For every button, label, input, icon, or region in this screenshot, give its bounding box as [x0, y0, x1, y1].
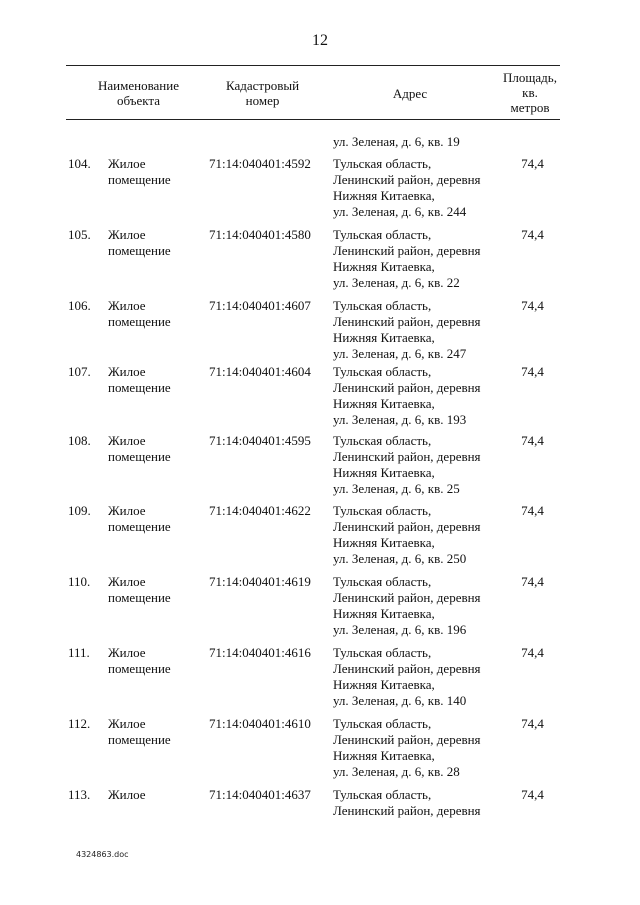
object-name-line1: Жилое: [108, 574, 146, 589]
cadastral-number: 71:14:040401:4595: [209, 433, 311, 448]
address-line3: Нижняя Китаевка,: [333, 330, 435, 345]
address-line1: Тульская область,: [333, 574, 432, 589]
address-line1: Тульская область,: [333, 787, 432, 802]
header-area-line2: кв.: [522, 85, 538, 100]
address-line4: ул. Зеленая, д. 6, кв. 244: [333, 204, 467, 219]
object-name: [108, 298, 203, 330]
address: [333, 156, 508, 220]
object-name-line1: Жилое: [108, 298, 146, 313]
address: [333, 503, 508, 567]
area-value: 74,4: [521, 716, 544, 731]
area-value: 74,4: [521, 433, 544, 448]
object-name-line2: помещение: [108, 519, 171, 534]
address-line2: Ленинский район, деревня: [333, 314, 481, 329]
cadastral-number: 71:14:040401:4622: [209, 503, 311, 518]
address-line3: Нижняя Китаевка,: [333, 677, 435, 692]
address-line4: ул. Зеленая, д. 6, кв. 25: [333, 481, 460, 496]
cadastral-number: 71:14:040401:4619: [209, 574, 311, 589]
area-value: 74,4: [521, 298, 544, 313]
row-number: 108.: [68, 433, 91, 448]
address-line4: ул. Зеленая, д. 6, кв. 196: [333, 622, 467, 637]
object-name: [108, 156, 203, 188]
area-value: 74,4: [521, 787, 544, 802]
continuation-address: ул. Зеленая, д. 6, кв. 19: [333, 134, 460, 149]
address-line2: Ленинский район, деревня: [333, 590, 481, 605]
address-line4: ул. Зеленая, д. 6, кв. 22: [333, 275, 460, 290]
address-line3: Нижняя Китаевка,: [333, 748, 435, 763]
header-area-line1: Площадь,: [503, 70, 557, 85]
address-line3: Нижняя Китаевка,: [333, 465, 435, 480]
address: [333, 433, 508, 497]
address-line1: Тульская область,: [333, 156, 432, 171]
address-line1: Тульская область,: [333, 716, 432, 731]
cadastral-number: 71:14:040401:4607: [209, 298, 311, 313]
area-value: 74,4: [521, 574, 544, 589]
address-line4: ул. Зеленая, д. 6, кв. 140: [333, 693, 467, 708]
object-name-line2: помещение: [108, 172, 171, 187]
object-name: [108, 364, 203, 396]
address: [333, 787, 508, 819]
cadastral-number: 71:14:040401:4637: [209, 787, 311, 802]
object-name-line1: Жилое: [108, 227, 146, 242]
header-area-line3: метров: [510, 100, 550, 115]
header-cadastral-line2: номер: [245, 93, 280, 108]
object-name-line2: помещение: [108, 380, 171, 395]
object-name-line1: Жилое: [108, 156, 146, 171]
area-value: 74,4: [521, 227, 544, 242]
object-name-line1: Жилое: [108, 364, 146, 379]
object-name-line1: Жилое: [108, 503, 146, 518]
object-name: [108, 716, 203, 748]
cadastral-number: 71:14:040401:4592: [209, 156, 311, 171]
row-number: 112.: [68, 716, 91, 731]
object-name-line1: Жилое: [108, 645, 146, 660]
object-name: [108, 645, 203, 677]
row-number: 111.: [68, 645, 90, 660]
object-name-line2: помещение: [108, 243, 171, 258]
address-line2: Ленинский район, деревня: [333, 243, 481, 258]
object-name-line1: Жилое: [108, 716, 146, 731]
footer-doc-code: 4324863.doc: [76, 850, 129, 859]
page-number: 12: [312, 32, 328, 49]
address-line1: Тульская область,: [333, 503, 432, 518]
address-line2: Ленинский район, деревня: [333, 732, 481, 747]
object-name-line2: помещение: [108, 590, 171, 605]
address: [333, 574, 508, 638]
address: [333, 364, 508, 428]
address-line2: Ленинский район, деревня: [333, 803, 481, 818]
address-line2: Ленинский район, деревня: [333, 519, 481, 534]
row-number: 107.: [68, 364, 91, 379]
object-name: [108, 574, 203, 606]
address: [333, 298, 508, 362]
object-name: [108, 503, 203, 535]
row-number: 110.: [68, 574, 91, 589]
header-name-line1: Наименование: [98, 78, 179, 93]
area-value: 74,4: [521, 156, 544, 171]
address-line1: Тульская область,: [333, 364, 432, 379]
address-line4: ул. Зеленая, д. 6, кв. 250: [333, 551, 467, 566]
area-value: 74,4: [521, 503, 544, 518]
address-line2: Ленинский район, деревня: [333, 661, 481, 676]
cadastral-number: 71:14:040401:4610: [209, 716, 311, 731]
address-line3: Нижняя Китаевка,: [333, 259, 435, 274]
header-cadastral: [200, 78, 325, 108]
object-name-line2: помещение: [108, 732, 171, 747]
cadastral-number: 71:14:040401:4604: [209, 364, 311, 379]
object-name-line2: помещение: [108, 449, 171, 464]
address-line4: ул. Зеленая, д. 6, кв. 28: [333, 764, 460, 779]
address-line2: Ленинский район, деревня: [333, 449, 481, 464]
address-line3: Нижняя Китаевка,: [333, 606, 435, 621]
address-line1: Тульская область,: [333, 227, 432, 242]
header-address: Адрес: [392, 86, 428, 101]
area-value: 74,4: [521, 645, 544, 660]
header-area: [500, 70, 560, 115]
object-name-line2: помещение: [108, 314, 171, 329]
address: [333, 716, 508, 780]
object-name-line2: помещение: [108, 661, 171, 676]
address-line1: Тульская область,: [333, 645, 432, 660]
object-name-line1: Жилое: [108, 787, 146, 802]
object-name-line1: Жилое: [108, 433, 146, 448]
address-line4: ул. Зеленая, д. 6, кв. 193: [333, 412, 467, 427]
cadastral-number: 71:14:040401:4616: [209, 645, 311, 660]
address: [333, 645, 508, 709]
row-number: 106.: [68, 298, 91, 313]
header-cadastral-line1: Кадастровый: [225, 78, 300, 93]
address-line1: Тульская область,: [333, 433, 432, 448]
cadastral-number: 71:14:040401:4580: [209, 227, 311, 242]
row-number: 109.: [68, 503, 91, 518]
header-name-line2: объекта: [116, 93, 161, 108]
table-header-bottom-rule: [66, 119, 560, 120]
address: [333, 227, 508, 291]
address-line4: ул. Зеленая, д. 6, кв. 247: [333, 346, 467, 361]
object-name: [108, 227, 203, 259]
address-line2: Ленинский район, деревня: [333, 380, 481, 395]
table-top-rule: [66, 65, 560, 66]
object-name: [108, 433, 203, 465]
address-line1: Тульская область,: [333, 298, 432, 313]
address-line3: Нижняя Китаевка,: [333, 188, 435, 203]
area-value: 74,4: [521, 364, 544, 379]
address-line3: Нижняя Китаевка,: [333, 396, 435, 411]
row-number: 113.: [68, 787, 91, 802]
object-name: [108, 787, 203, 803]
address-line3: Нижняя Китаевка,: [333, 535, 435, 550]
address-line2: Ленинский район, деревня: [333, 172, 481, 187]
row-number: 104.: [68, 156, 91, 171]
header-name: [86, 78, 191, 108]
row-number: 105.: [68, 227, 91, 242]
